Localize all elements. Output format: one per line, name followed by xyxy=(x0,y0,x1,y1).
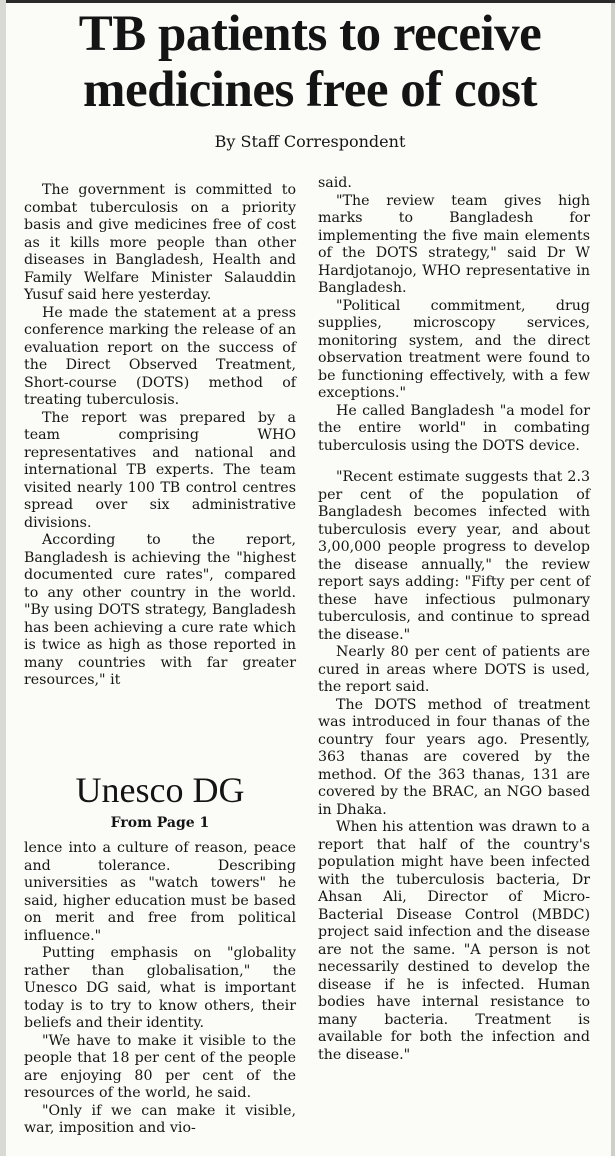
article-paragraph: "Recent estimate suggests that 2.3 per cent of the population of Bangladesh becomes infected with tuberculosis every year, and about 3,00,000 people progress to develop the disease annually," the review report says adding: "Fifty per cent of these have infectious pulmonary tuberculosis, and continue to spread the disease." xyxy=(318,469,590,643)
page-edge-left xyxy=(0,0,6,1156)
article-paragraph: "The review team gives high marks to Bangladesh for implementing the five main elements of the DOTS strategy," said Dr W Hardjotanojo, WHO representative in Bangladesh. xyxy=(318,192,590,296)
continuation-paragraph: Putting emphasis on "globality rather than globalisation," the Unesco DG said, what is important today is to try to know others, their beliefs and their identity. xyxy=(24,945,296,1031)
article-paragraph: According to the report, Bangladesh is achieving the "highest documented cure rates", compared to any other country in the world. "By using DOTS strategy, Bangladesh has been achieving a cure rate which is twice as high as those reported in many countries with far greater resources," it xyxy=(24,532,296,688)
continuation-paragraph: "We have to make it visible to the people that 18 per cent of the people are enjoying 80 per cent of the resources of the world, he said. xyxy=(24,1032,296,1101)
article-column-left xyxy=(24,182,296,690)
top-rule xyxy=(6,0,615,3)
article-paragraph: He made the statement at a press conference marking the release of an evaluation report on the success of the Direct Observed Treatment, Short-course (DOTS) method of treating tuberculosis. xyxy=(24,304,296,408)
article-headline: TB patients to receive medicines free of cost xyxy=(78,6,542,118)
article-paragraph: Nearly 80 per cent of patients are cured in areas where DOTS is used, the report said. xyxy=(318,644,590,695)
article-paragraph: When his attention was drawn to a report that half of the country's population might have been infected with the tuberculosis bacteria, Dr Ahsan Ali, Director of Micro-Bacterial Disease Control (MBDC) project said infection and the disease are not the same. "A person is not necessarily destined to develop the disease if he is infected. Human bodies have internal resistance to many bacteria. Treatment is available for both the infection and the disease." xyxy=(318,819,590,1063)
article-paragraph: said. xyxy=(318,175,352,191)
article-paragraph: The government is committed to combat tuberculosis on a priority basis and give medicines free of cost as it kills more people than other diseases in Bangladesh, Health and Family Welfare Minister Salauddin Yusuf said here yesterday. xyxy=(24,182,296,303)
article-paragraph: "Political commitment, drug supplies, microscopy services, monitoring system, and the direct observation treatment were found to be functioning effectively, with a few exceptions." xyxy=(318,297,590,401)
article-paragraph: The DOTS method of treatment was introduced in four thanas of the country four years ago. Presently, 363 thanas are covered by the method. Of the 363 thanas, 131 are covered by the BRAC, an NGO based in Dhaka. xyxy=(318,696,590,818)
article-byline: By Staff Correspondent xyxy=(214,132,406,151)
article-paragraph: The report was prepared by a team comprising WHO representatives and national and international TB experts. The team visited nearly 100 TB control centres spread over six administrative divisions. xyxy=(24,409,296,531)
article-paragraph: He called Bangladesh "a model for the entire world" in combating tuberculosis using the DOTS device. xyxy=(318,402,590,454)
page-edge-right xyxy=(611,0,615,1156)
continuation-paragraph: lence into a culture of reason, peace and tolerance. Describing universities as "watch towers" he said, higher education must be based on merit and free from political influence." xyxy=(24,840,296,944)
continuation-paragraph: "Only if we can make it visible, war, imposition and vio- xyxy=(24,1102,296,1136)
continuation-column xyxy=(24,840,296,1138)
article-column-right xyxy=(318,175,590,1064)
jump-line: From Page 1 xyxy=(110,815,210,831)
continuation-headline: Unesco DG xyxy=(75,770,245,810)
